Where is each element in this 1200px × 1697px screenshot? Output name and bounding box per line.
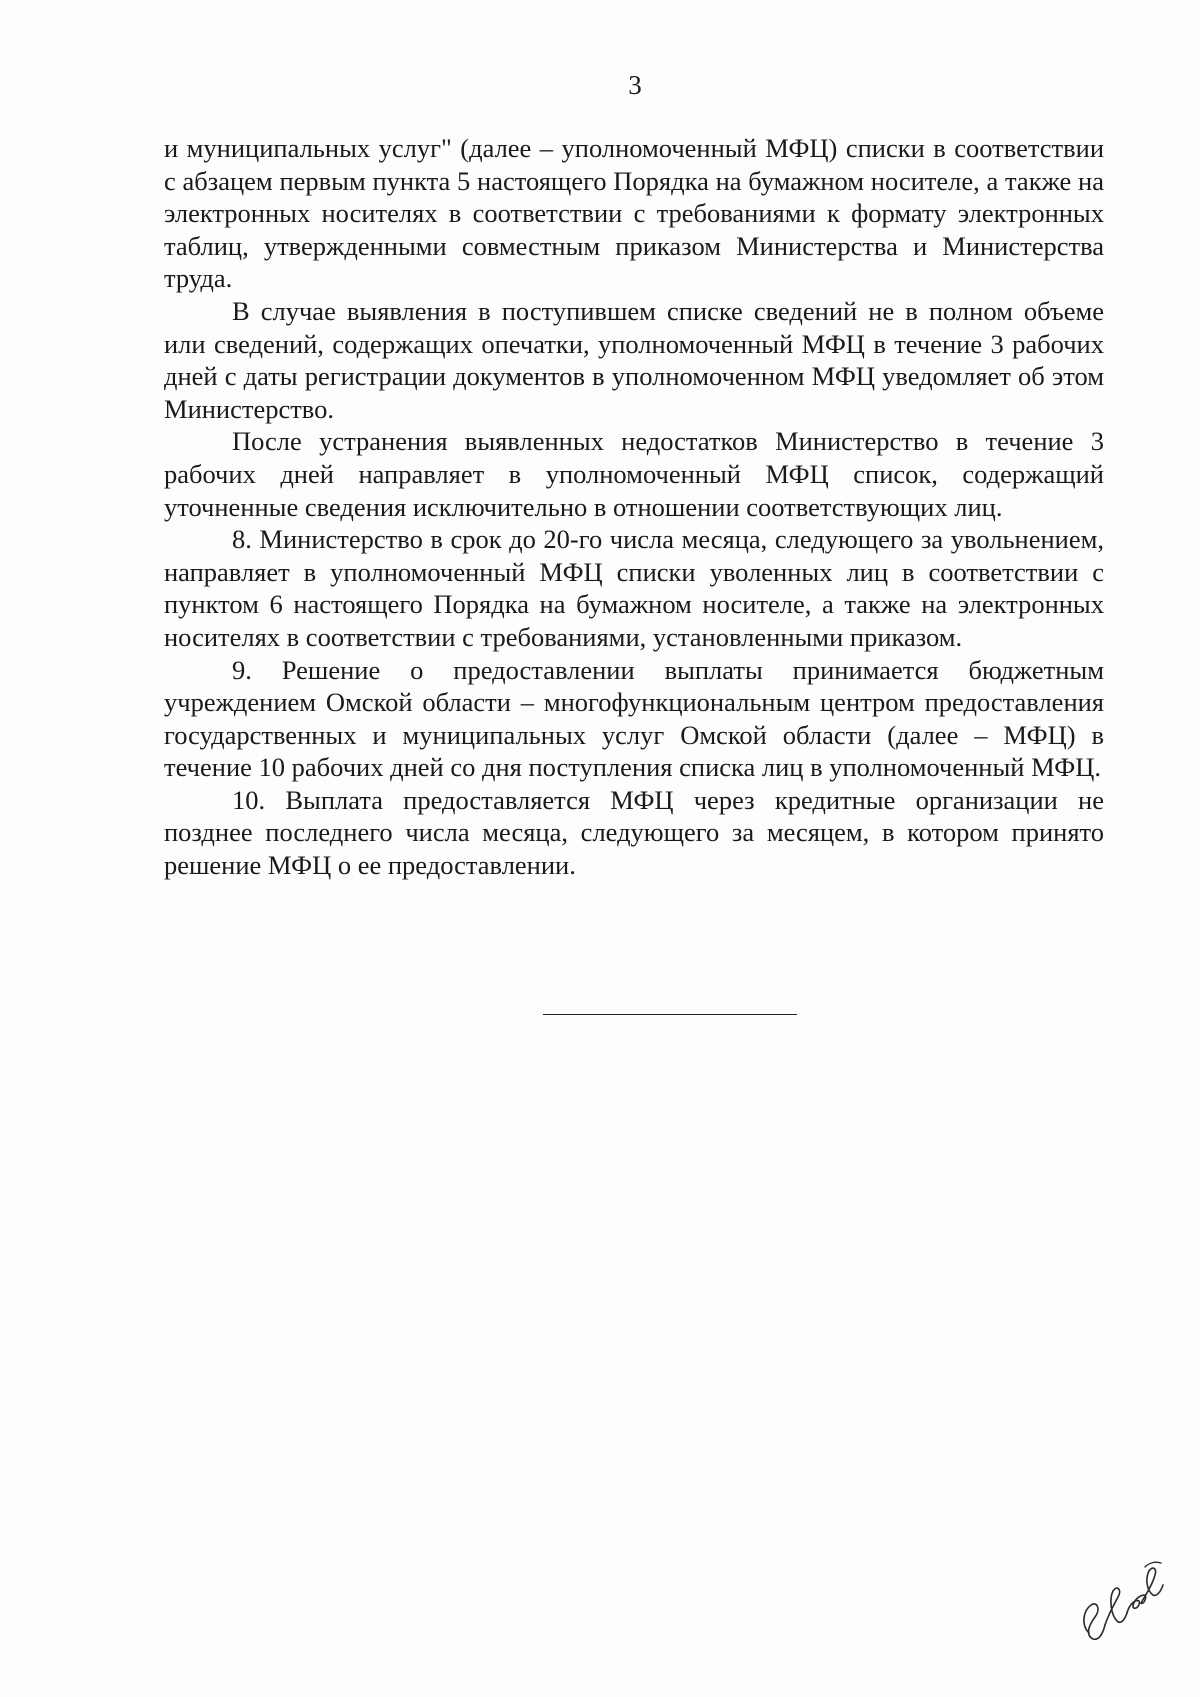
paragraph-item-8: 8. Министерство в срок до 20-го числа месяца, следующего за увольнением, направляет в уполномоченный МФЦ списки уволенных лиц в соответствии с пунктом 6 настоящего Порядка на бумажном носителе, а также на электронных носителях в соответствии с требованиями, установленными приказом. xyxy=(164,524,1104,652)
paragraph-item-9: 9. Решение о предоставлении выплаты принимается бюджетным учреждением Омской области – многофункциональным центром предоставления государственных и муниципальных услуг Омской области (далее – МФЦ) в течение 10 рабочих дней со дня поступления списка лиц в уполномоченный МФЦ. xyxy=(164,654,1104,783)
paragraph-item-10: 10. Выплата предоставляется МФЦ через кредитные организации не позднее последнего числа месяца, следующего за месяцем, в котором принято решение МФЦ о ее предоставлении. xyxy=(164,784,1104,881)
paragraph-continuation: и муниципальных услуг" (далее – уполномоченный МФЦ) списки в соответствии с абзацем первым пункта 5 настоящего Порядка на бумажном носителе, а также на электронных носителях в соответствии с требованиями к формату электронных таблиц, утвержденными совместным приказом Министерства и Министерства труда. xyxy=(164,133,1104,294)
page-number: 3 xyxy=(628,70,642,100)
paragraph-correction: После устранения выявленных недостатков Министерство в течение 3 рабочих дней направляет в уполномоченный МФЦ список, содержащий уточненные сведения исключительно в отношении соответствующих лиц. xyxy=(164,426,1104,522)
handwritten-signature xyxy=(1075,1555,1170,1645)
paragraph-notification: В случае выявления в поступившем списке сведений не в полном объеме или сведений, содержащих опечатки, уполномоченный МФЦ в течение 3 рабочих дней с даты регистрации документов в уполномоченном МФЦ уведомляет об этом Министерство. xyxy=(164,295,1104,424)
end-separator-line xyxy=(543,1014,797,1015)
document-body xyxy=(164,132,1104,882)
